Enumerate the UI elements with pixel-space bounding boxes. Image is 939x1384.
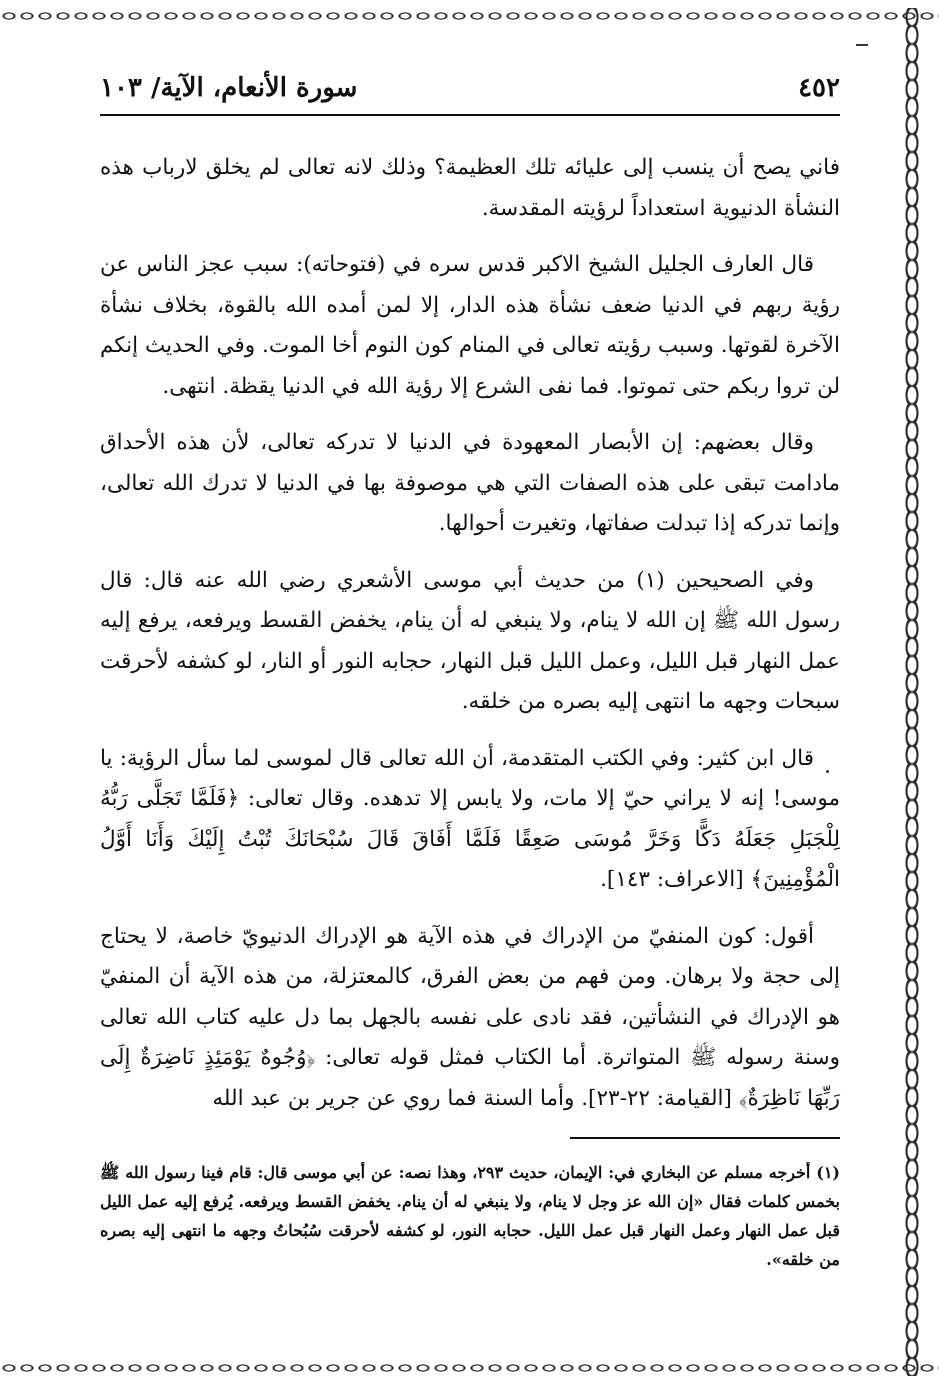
book-page	[100, 60, 840, 1350]
decorative-chain-border-bottom	[0, 1360, 939, 1376]
running-header	[100, 60, 840, 116]
main-text	[100, 148, 840, 1135]
page-number: ٤٥٢	[798, 73, 840, 103]
paragraph-1: فاني يصح أن ينسب إلى عليائه تلك العظيمة؟ وذلك لانه تعالى لم يخلق لارباب هذه النشأة الدنيوية استعداداً لرؤيته المقدسة.	[100, 155, 840, 221]
paragraph-6: أقول: كون المنفيّ من الإدراك في هذه الآية هو الإدراك الدنيويّ خاصة، لا يحتاج إلى حجة ولا برهان. ومن فهم من بعض الفرق، كالمعتزلة، من هذه الآية أن المنفيّ هو الإدراك في النشأتين، فقد نادى على نفسه بالجهل بما دل عليه كتاب الله تعالى وسنة رسوله ﷺ المتواترة. أما الكتاب فمثل قوله تعالى: ﴿وُجُوهٌ يَوْمَئِذٍ نَاضِرَةٌ إِلَى رَبِّهَا نَاظِرَةٌ﴾ [القيامة: ٢٢-٢٣]. وأما السنة فما روي عن جرير بن عبد الله	[100, 923, 840, 1111]
footnote-separator	[570, 1137, 840, 1139]
paragraph-2: قال العارف الجليل الشيخ الاكبر قدس سره في (فتوحاته): سبب عجز الناس عن رؤية ربهم في الدنيا ضعف نشأة هذه الدار، إلا لمن أمده الله بالقوة، بخلاف نشأة الآخرة لقوتها. وسبب رؤيته تعالى في المنام كون النوم أخا الموت. وفي الحديث إنكم لن تروا ربكم حتى تموتوا. فما نفى الشرع إلا رؤية الله في الدنيا يقظة. انتهى.	[100, 252, 840, 399]
paragraph-5: قال ابن كثير: وفي الكتب المتقدمة، أن الله تعالى قال لموسى لما سأل الرؤية: يا موسى! إنه لا يراني حيّ إلا مات، ولا يابس إلا تدهده. وقال تعالى: ﴿فَلَمَّا تَجَلَّى رَبُّهُ لِلْجَبَلِ جَعَلَهُ دَكًّا وَخَرَّ مُوسَى صَعِقًا فَلَمَّا أَفَاقَ قَالَ سُبْحَانَكَ تُبْتُ إِلَيْكَ وَأَنَا أَوَّلُ الْمُؤْمِنِينَ﴾ [الاعراف: ١٤٣].	[100, 745, 840, 892]
paragraph-3: وقال بعضهم: إن الأبصار المعهودة في الدنيا لا تدركه تعالى، لأن هذه الأحداق مادامت تبقى على هذه الصفات التي هي موصوفة بها في الدنيا لا تدرك الله تعالى، وإنما تدركه إذا تبدلت صفاتها، وتغيرت أحوالها.	[100, 430, 840, 536]
margin-mark	[856, 44, 868, 46]
surah-title: سورة الأنعام، الآية/ ١٠٣	[100, 73, 358, 103]
decorative-chain-border-top	[0, 8, 939, 24]
decorative-chain-border-right	[903, 8, 921, 1376]
footnote: (١) أخرجه مسلم عن البخاري في: الإيمان، حديث ٢٩٣، وهذا نصه: عن أبي موسى قال: قام فينا رسول الله ﷺ بخمس كلمات فقال «إن الله عز وجل لا ينام، ولا ينبغي له أن ينام. يخفض القسط ويرفعه. يُرفع إليه عمل الليل قبل عمل النهار وعمل النهار قبل عمل الليل. حجابه النور، لو كشفه لأحرقت سُبُحاتُ وجهه ما انتهى إليه بصره من خلقه».	[100, 1163, 840, 1269]
paragraph-4: وفي الصحيحين (١) من حديث أبي موسى الأشعري رضي الله عنه قال: قال رسول الله ﷺ إن الله لا ينام، ولا ينبغي له أن ينام، يخفض القسط ويرفعه، يرفع إليه عمل النهار قبل الليل، وعمل الليل قبل النهار، حجابه النور أو النار، لو كشفه لأحرقت سبحات وجهه ما انتهى إليه بصره من خلقه.	[100, 567, 840, 714]
header-rule	[100, 114, 840, 116]
